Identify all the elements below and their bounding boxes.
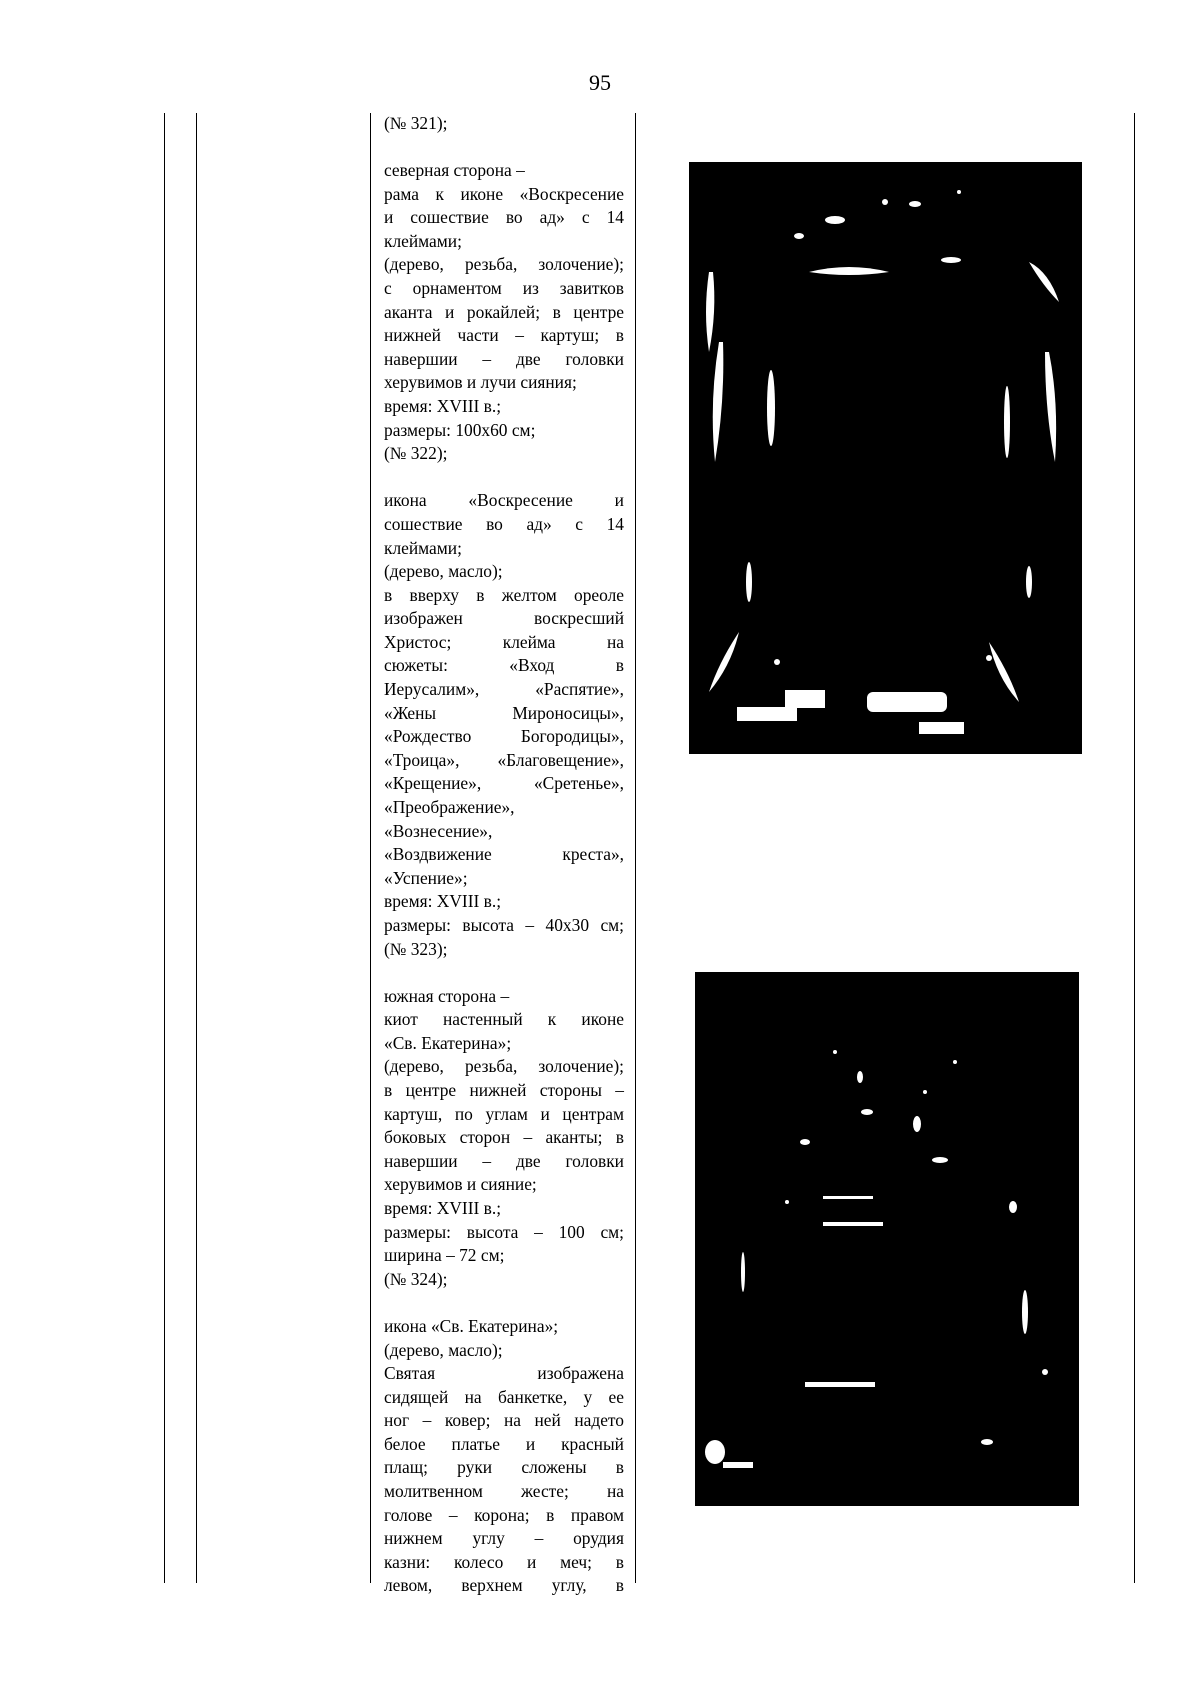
text-line: клеймами; [384, 537, 462, 558]
text-line: с орнаментом из завитков [384, 278, 624, 299]
text-line: Иерусалим», «Распятие», [384, 679, 624, 700]
text-line: размеры: высота – 100 см; [384, 1221, 624, 1242]
text-line: плащ; руки сложены в [384, 1457, 624, 1478]
table-border-text-left [370, 113, 371, 1583]
table-border-left-inner [196, 113, 197, 1583]
text-line: (№ 324); [384, 1268, 448, 1289]
text-line: левом, верхнем углу, в [384, 1575, 624, 1596]
text-line: «Св. Екатерина»; [384, 1032, 512, 1053]
text-line: (дерево, масло); [384, 1339, 503, 1360]
text-line: нижнем углу – орудия [384, 1528, 624, 1549]
text-line: «Вознесение», [384, 820, 493, 841]
text-line: казни: колесо и меч; в [384, 1551, 624, 1572]
text-line: «Преображение», [384, 797, 515, 818]
text-line: (дерево, резьба, золочение); [384, 254, 624, 275]
text-line: время: XVIII в.; [384, 396, 502, 417]
text-line: и сошествие во ад» с 14 [384, 207, 624, 228]
text-line: сошествие во ад» с 14 [384, 513, 624, 534]
entry-paragraph [384, 1315, 624, 1598]
text-line: ног – ковер; на ней надето [384, 1410, 624, 1431]
frame-photo-north [689, 162, 1082, 754]
text-line: херувимов и сияние; [384, 1174, 537, 1195]
text-line: Христос; клейма на [384, 631, 624, 652]
text-line: икона «Св. Екатерина»; [384, 1315, 559, 1336]
text-line: сидящей на банкетке, у ее [384, 1386, 624, 1407]
text-line: клеймами; [384, 230, 462, 251]
carved-kiot-image [695, 972, 1079, 1506]
text-line: размеры: 100х60 см; [384, 419, 536, 440]
carved-frame-image [689, 162, 1082, 754]
kiot-photo-south [695, 972, 1079, 1506]
text-line: икона «Воскресение и [384, 490, 624, 511]
text-line: (дерево, резьба, золочение); [384, 1056, 624, 1077]
text-line: рама к иконе «Воскресение [384, 183, 624, 204]
text-line: (дерево, масло); [384, 561, 503, 582]
page-number: 95 [589, 70, 611, 95]
text-line: ширина – 72 см; [384, 1245, 505, 1266]
text-line: (№ 323); [384, 938, 448, 959]
entry-paragraph [384, 489, 624, 961]
text-line: северная сторона – [384, 160, 525, 181]
text-line: «Рождество Богородицы», [384, 726, 624, 747]
text-line: южная сторона – [384, 985, 510, 1006]
text-line: в вверху в желтом ореоле [384, 584, 624, 605]
text-line: «Воздвижение креста», [384, 844, 624, 865]
text-line: (№ 321); [384, 113, 448, 133]
text-line: картуш, по углам и центрам [384, 1103, 624, 1124]
table-border-left-outer [164, 113, 165, 1583]
text-line: голове – корона; в правом [384, 1504, 624, 1525]
text-line: «Жены Мироносицы», [384, 702, 624, 723]
text-line: время: XVIII в.; [384, 891, 502, 912]
text-line: время: XVIII в.; [384, 1198, 502, 1219]
text-line: навершии – две головки [384, 1150, 624, 1171]
text-line: нижней части – картуш; в [384, 325, 624, 346]
text-line: белое платье и красный [384, 1433, 624, 1454]
text-line: «Крещение», «Сретенье», [384, 773, 624, 794]
text-line: изображен воскресший [384, 608, 624, 629]
text-line: (№ 322); [384, 443, 448, 464]
text-line: в центре нижней стороны – [384, 1080, 624, 1101]
text-line: навершии – две головки [384, 348, 624, 369]
entry-paragraph [384, 112, 624, 136]
entry-paragraph [384, 159, 624, 466]
description-column [384, 112, 624, 1598]
text-line: херувимов и лучи сияния; [384, 372, 577, 393]
text-line: «Троица», «Благовещение», [384, 749, 624, 770]
text-line: размеры: высота – 40х30 см; [384, 915, 624, 935]
text-line: Святая изображена [384, 1363, 624, 1384]
text-line: сюжеты: «Вход в [384, 655, 624, 676]
text-line: «Успение»; [384, 867, 468, 888]
entry-paragraph [384, 985, 624, 1292]
table-border-right [1134, 113, 1135, 1583]
text-line: боковых сторон – аканты; в [384, 1127, 624, 1148]
text-line: молитвенном жесте; на [384, 1481, 624, 1502]
text-line: киот настенный к иконе [384, 1009, 624, 1030]
table-border-text-right [635, 113, 636, 1583]
text-line: аканта и рокайлей; в центре [384, 301, 624, 322]
